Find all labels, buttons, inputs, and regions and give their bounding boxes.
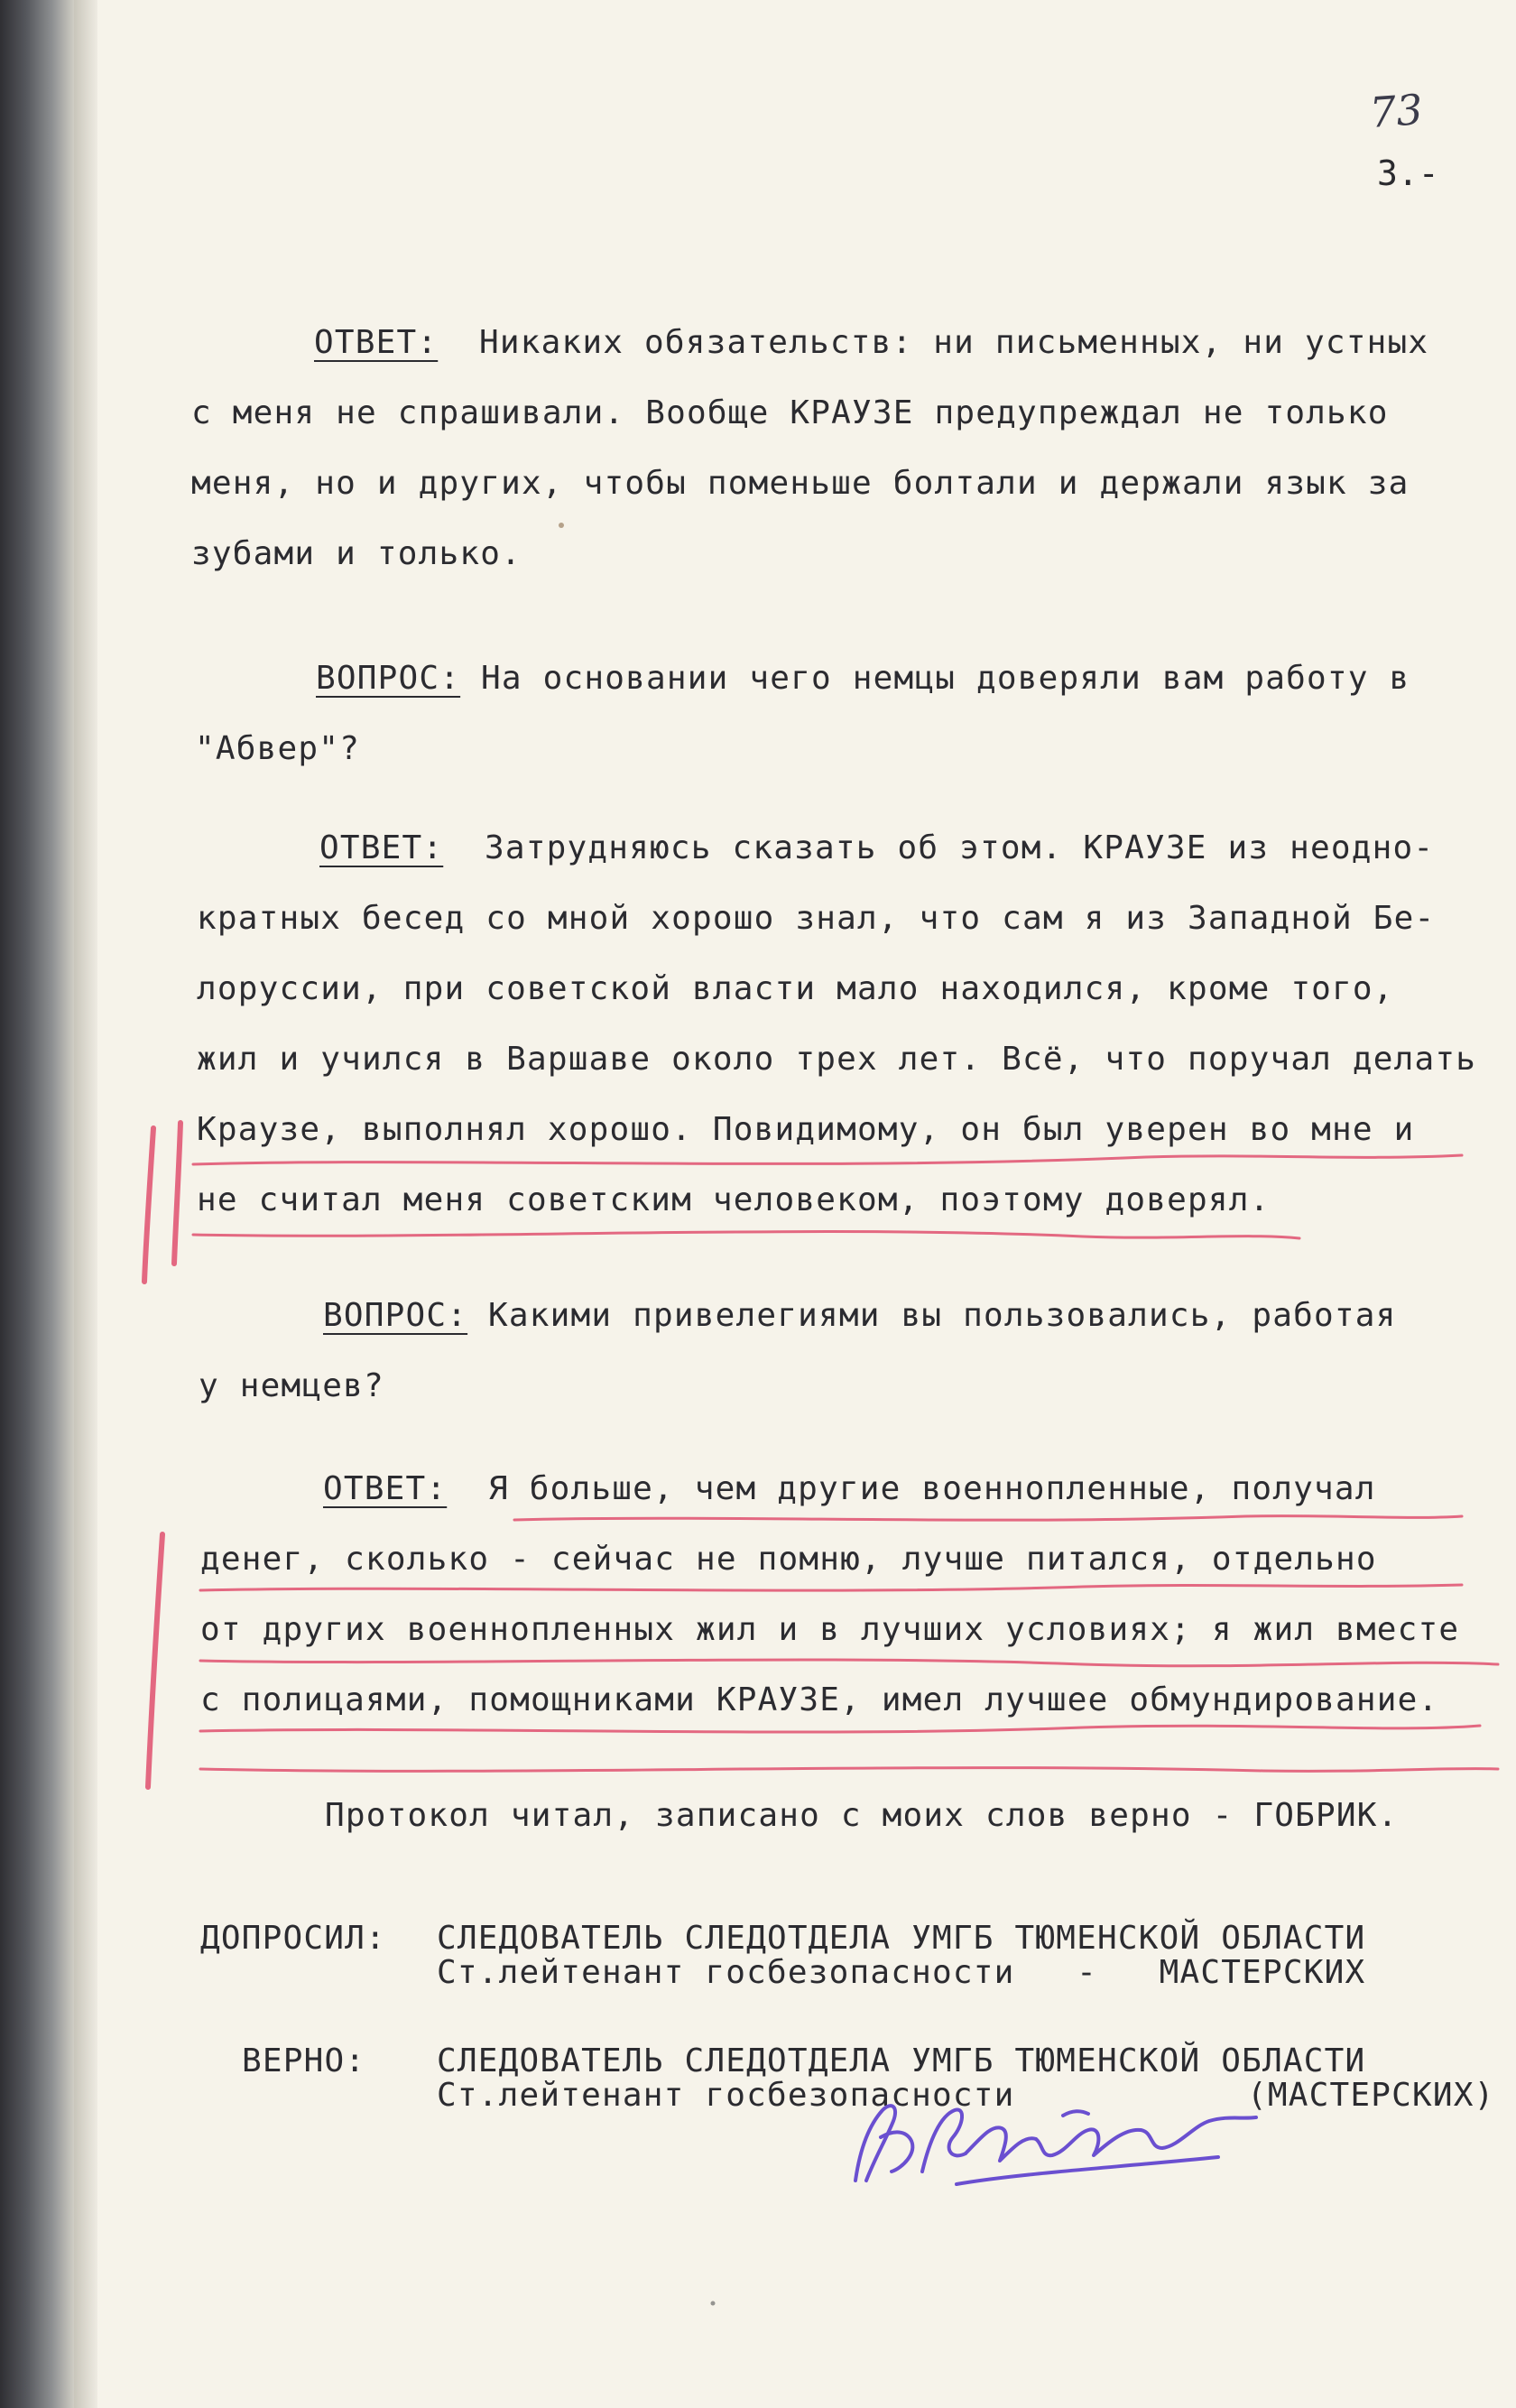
answer-label: ОТВЕТ: xyxy=(319,829,444,866)
answer-1-line-4: зубами и только. xyxy=(191,535,522,572)
question-3-line-2: у немцев? xyxy=(199,1367,384,1404)
document-page xyxy=(97,0,1516,2408)
question-text: Какими привелегиями вы пользовались, работая xyxy=(467,1297,1397,1334)
binding-shadow xyxy=(74,0,97,2408)
answer-text: Я больше, чем другие военнопленные, получал xyxy=(447,1470,1376,1507)
answer-1-line-1 xyxy=(314,323,1428,363)
answer-label: ОТВЕТ: xyxy=(314,324,439,361)
handwritten-signature xyxy=(839,2074,1263,2209)
question-3-line-1 xyxy=(323,1296,1396,1336)
answer-3-line-3: от других военнопленных жил и в лучших условиях; я жил вместе xyxy=(200,1611,1460,1648)
question-2-line-1 xyxy=(316,659,1410,699)
answer-text: Никаких обязательств: ни письменных, ни устных xyxy=(438,324,1429,361)
verified-name: (МАСТЕРСКИХ) xyxy=(1247,2077,1495,2114)
answer-label: ОТВЕТ: xyxy=(323,1470,448,1507)
verified-title: СЛЕДОВАТЕЛЬ СЛЕДОТДЕЛА УМГБ ТЮМЕНСКОЙ ОБЛАСТИ xyxy=(437,2042,1366,2079)
question-label: ВОПРОС: xyxy=(316,660,461,697)
answer-text: Затрудняюсь сказать об этом. КРАУЗЕ из неодно- xyxy=(443,829,1435,866)
verified-label: ВЕРНО: xyxy=(242,2042,366,2079)
protocol-confirmation: Протокол читал, записано с моих слов верно - ГОБРИК. xyxy=(325,1797,1399,1834)
question-label: ВОПРОС: xyxy=(323,1297,468,1334)
answer-2-line-5: Краузе, выполнял хорошо. Повидимому, он был уверен во мне и xyxy=(197,1111,1415,1148)
answer-1-line-2: с меня не спрашивали. Вообще КРАУЗЕ предупреждал не только xyxy=(191,394,1389,431)
binding-strip xyxy=(0,0,74,2408)
answer-2-line-2: кратных бесед со мной хорошо знал, что сам я из Западной Бе- xyxy=(197,900,1436,937)
answer-2-line-6: не считал меня советским человеком, поэтому доверял. xyxy=(197,1181,1271,1218)
question-2-line-2: "Абвер"? xyxy=(195,730,360,767)
verified-rank: Ст.лейтенант госбезопасности xyxy=(437,2077,1015,2114)
interrogated-title: СЛЕДОВАТЕЛЬ СЛЕДОТДЕЛА УМГБ ТЮМЕНСКОЙ ОБЛАСТИ xyxy=(437,1920,1366,1957)
answer-2-line-3: лоруссии, при советской власти мало находился, кроме того, xyxy=(197,970,1394,1007)
folio-typed: 3.- xyxy=(1377,153,1439,193)
question-text: На основании чего немцы доверяли вам работу в xyxy=(460,660,1410,697)
folio-handwritten: 73 xyxy=(1368,85,1425,137)
answer-3-line-2: денег, сколько - сейчас не помню, лучше питался, отдельно xyxy=(200,1541,1377,1578)
answer-3-line-4: с полицаями, помощниками КРАУЗЕ, имел лучшее обмундирование. xyxy=(200,1681,1439,1718)
answer-2-line-1 xyxy=(319,829,1434,868)
answer-1-line-3: меня, но и других, чтобы поменьше болтали и держали язык за xyxy=(191,465,1410,502)
interrogated-rank: Ст.лейтенант госбезопасности - МАСТЕРСКИХ xyxy=(437,1954,1366,1991)
answer-3-line-1 xyxy=(323,1469,1376,1509)
interrogated-label: ДОПРОСИЛ: xyxy=(200,1920,386,1957)
answer-2-line-4: жил и учился в Варшаве около трех лет. Всё, что поручал делать xyxy=(197,1041,1477,1078)
